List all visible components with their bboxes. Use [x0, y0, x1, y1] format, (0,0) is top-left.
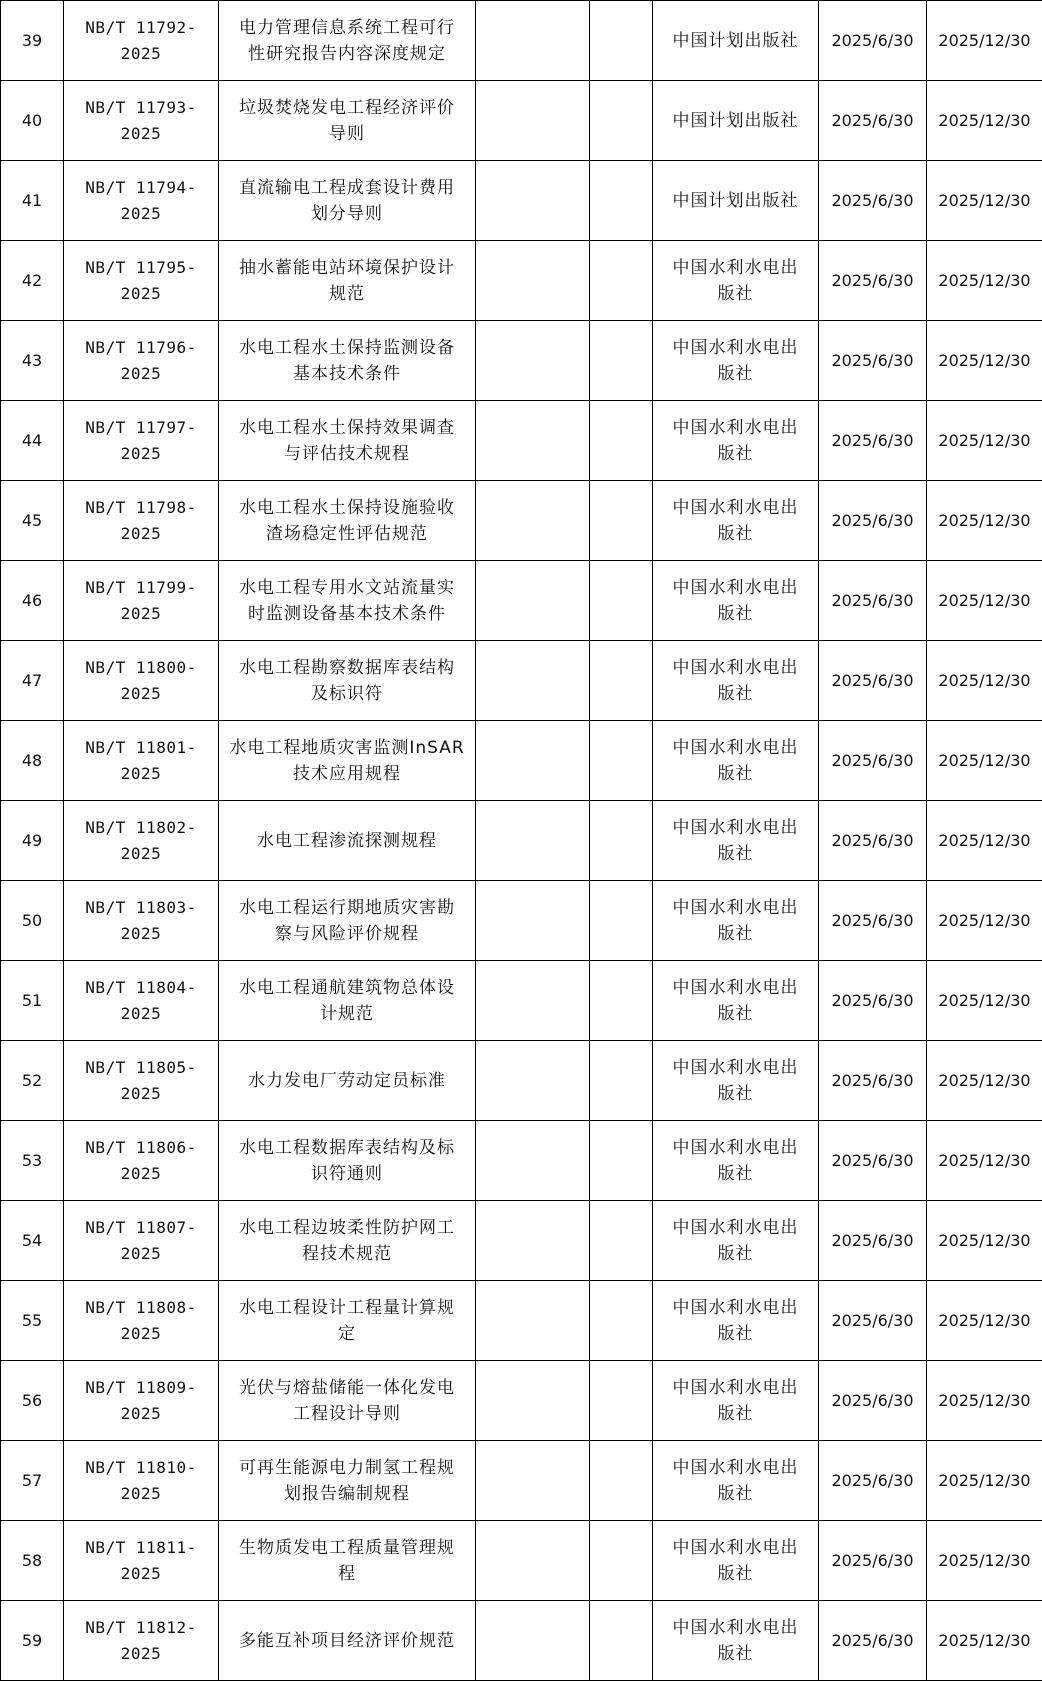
standard-code: NB/T 11808- 2025: [64, 1281, 219, 1361]
row-number: 39: [1, 1, 64, 81]
publisher: 中国水利水电出 版社: [653, 881, 819, 961]
standard-name: 水电工程勘察数据库表结构 及标识符: [219, 641, 476, 721]
release-date: 2025/6/30: [819, 881, 927, 961]
publisher: 中国水利水电出 版社: [653, 801, 819, 881]
effective-date: 2025/12/30: [927, 1121, 1042, 1201]
blank-cell-1: [476, 401, 590, 481]
row-number: 44: [1, 401, 64, 481]
effective-date: 2025/12/30: [927, 961, 1042, 1041]
blank-cell-1: [476, 241, 590, 321]
standard-code: NB/T 11802- 2025: [64, 801, 219, 881]
row-number: 57: [1, 1441, 64, 1521]
standard-name: 生物质发电工程质量管理规 程: [219, 1521, 476, 1601]
table-body: [1, 1, 1042, 1681]
effective-date: 2025/12/30: [927, 321, 1042, 401]
effective-date: 2025/12/30: [927, 1201, 1042, 1281]
row-number: 51: [1, 961, 64, 1041]
blank-cell-1: [476, 1521, 590, 1601]
blank-cell-1: [476, 961, 590, 1041]
blank-cell-1: [476, 1601, 590, 1681]
blank-cell-2: [590, 1521, 653, 1601]
standard-code: NB/T 11801- 2025: [64, 721, 219, 801]
standard-code: NB/T 11809- 2025: [64, 1361, 219, 1441]
publisher: 中国水利水电出 版社: [653, 1521, 819, 1601]
blank-cell-2: [590, 721, 653, 801]
blank-cell-2: [590, 241, 653, 321]
effective-date: 2025/12/30: [927, 1281, 1042, 1361]
standard-code: NB/T 11810- 2025: [64, 1441, 219, 1521]
effective-date: 2025/12/30: [927, 1521, 1042, 1601]
table-row: [1, 241, 1042, 321]
table-row: [1, 81, 1042, 161]
release-date: 2025/6/30: [819, 1281, 927, 1361]
table-row: [1, 561, 1042, 641]
table-row: [1, 481, 1042, 561]
blank-cell-1: [476, 801, 590, 881]
blank-cell-2: [590, 321, 653, 401]
release-date: 2025/6/30: [819, 321, 927, 401]
row-number: 47: [1, 641, 64, 721]
standard-code: NB/T 11811- 2025: [64, 1521, 219, 1601]
release-date: 2025/6/30: [819, 1121, 927, 1201]
row-number: 42: [1, 241, 64, 321]
blank-cell-1: [476, 561, 590, 641]
standard-code: NB/T 11792- 2025: [64, 1, 219, 81]
table-row: [1, 1121, 1042, 1201]
standard-code: NB/T 11803- 2025: [64, 881, 219, 961]
row-number: 49: [1, 801, 64, 881]
standard-code: NB/T 11800- 2025: [64, 641, 219, 721]
effective-date: 2025/12/30: [927, 81, 1042, 161]
row-number: 53: [1, 1121, 64, 1201]
standard-name: 电力管理信息系统工程可行 性研究报告内容深度规定: [219, 1, 476, 81]
blank-cell-2: [590, 881, 653, 961]
release-date: 2025/6/30: [819, 1041, 927, 1121]
row-number: 40: [1, 81, 64, 161]
standard-name: 抽水蓄能电站环境保护设计 规范: [219, 241, 476, 321]
release-date: 2025/6/30: [819, 1521, 927, 1601]
release-date: 2025/6/30: [819, 1201, 927, 1281]
table-row: [1, 1041, 1042, 1121]
standard-name: 水电工程数据库表结构及标 识符通则: [219, 1121, 476, 1201]
release-date: 2025/6/30: [819, 801, 927, 881]
row-number: 55: [1, 1281, 64, 1361]
standard-name: 光伏与熔盐储能一体化发电 工程设计导则: [219, 1361, 476, 1441]
row-number: 43: [1, 321, 64, 401]
blank-cell-2: [590, 1601, 653, 1681]
blank-cell-1: [476, 1121, 590, 1201]
standard-name: 水电工程运行期地质灾害勘 察与风险评价规程: [219, 881, 476, 961]
release-date: 2025/6/30: [819, 721, 927, 801]
row-number: 59: [1, 1601, 64, 1681]
standard-name: 水电工程通航建筑物总体设 计规范: [219, 961, 476, 1041]
publisher: 中国水利水电出 版社: [653, 401, 819, 481]
table-row: [1, 641, 1042, 721]
effective-date: 2025/12/30: [927, 801, 1042, 881]
blank-cell-2: [590, 801, 653, 881]
publisher: 中国水利水电出 版社: [653, 561, 819, 641]
effective-date: 2025/12/30: [927, 401, 1042, 481]
publisher: 中国水利水电出 版社: [653, 1121, 819, 1201]
publisher: 中国水利水电出 版社: [653, 1601, 819, 1681]
blank-cell-2: [590, 1201, 653, 1281]
effective-date: 2025/12/30: [927, 161, 1042, 241]
release-date: 2025/6/30: [819, 1441, 927, 1521]
row-number: 41: [1, 161, 64, 241]
table-row: [1, 401, 1042, 481]
standard-code: NB/T 11812- 2025: [64, 1601, 219, 1681]
blank-cell-2: [590, 1361, 653, 1441]
blank-cell-1: [476, 1, 590, 81]
standard-name: 水电工程地质灾害监测InSAR 技术应用规程: [219, 721, 476, 801]
standard-code: NB/T 11805- 2025: [64, 1041, 219, 1121]
table-row: [1, 961, 1042, 1041]
publisher: 中国水利水电出 版社: [653, 1441, 819, 1521]
blank-cell-2: [590, 1, 653, 81]
effective-date: 2025/12/30: [927, 241, 1042, 321]
release-date: 2025/6/30: [819, 561, 927, 641]
blank-cell-2: [590, 1441, 653, 1521]
publisher: 中国水利水电出 版社: [653, 641, 819, 721]
release-date: 2025/6/30: [819, 641, 927, 721]
row-number: 46: [1, 561, 64, 641]
standard-code: NB/T 11806- 2025: [64, 1121, 219, 1201]
standard-code: NB/T 11798- 2025: [64, 481, 219, 561]
release-date: 2025/6/30: [819, 1, 927, 81]
table-row: [1, 1, 1042, 81]
publisher: 中国水利水电出 版社: [653, 721, 819, 801]
blank-cell-2: [590, 961, 653, 1041]
effective-date: 2025/12/30: [927, 561, 1042, 641]
row-number: 52: [1, 1041, 64, 1121]
blank-cell-1: [476, 81, 590, 161]
publisher: 中国水利水电出 版社: [653, 1201, 819, 1281]
table-row: [1, 161, 1042, 241]
release-date: 2025/6/30: [819, 241, 927, 321]
standard-code: NB/T 11804- 2025: [64, 961, 219, 1041]
effective-date: 2025/12/30: [927, 1441, 1042, 1521]
standard-code: NB/T 11797- 2025: [64, 401, 219, 481]
standard-name: 水电工程水土保持效果调查 与评估技术规程: [219, 401, 476, 481]
standard-name: 水力发电厂劳动定员标准: [219, 1041, 476, 1121]
row-number: 58: [1, 1521, 64, 1601]
publisher: 中国水利水电出 版社: [653, 241, 819, 321]
release-date: 2025/6/30: [819, 1601, 927, 1681]
blank-cell-1: [476, 881, 590, 961]
blank-cell-2: [590, 161, 653, 241]
table-row: [1, 1521, 1042, 1601]
effective-date: 2025/12/30: [927, 1041, 1042, 1121]
blank-cell-1: [476, 1201, 590, 1281]
effective-date: 2025/12/30: [927, 1601, 1042, 1681]
table-row: [1, 721, 1042, 801]
blank-cell-2: [590, 561, 653, 641]
standard-code: NB/T 11807- 2025: [64, 1201, 219, 1281]
release-date: 2025/6/30: [819, 401, 927, 481]
row-number: 48: [1, 721, 64, 801]
table-row: [1, 801, 1042, 881]
release-date: 2025/6/30: [819, 81, 927, 161]
publisher: 中国水利水电出 版社: [653, 321, 819, 401]
standard-name: 水电工程专用水文站流量实 时监测设备基本技术条件: [219, 561, 476, 641]
standard-name: 水电工程水土保持监测设备 基本技术条件: [219, 321, 476, 401]
standard-name: 水电工程渗流探测规程: [219, 801, 476, 881]
publisher: 中国计划出版社: [653, 161, 819, 241]
blank-cell-1: [476, 1281, 590, 1361]
publisher: 中国水利水电出 版社: [653, 1361, 819, 1441]
release-date: 2025/6/30: [819, 1361, 927, 1441]
release-date: 2025/6/30: [819, 961, 927, 1041]
publisher: 中国水利水电出 版社: [653, 481, 819, 561]
standard-code: NB/T 11793- 2025: [64, 81, 219, 161]
standard-name: 直流输电工程成套设计费用 划分导则: [219, 161, 476, 241]
release-date: 2025/6/30: [819, 161, 927, 241]
blank-cell-1: [476, 1041, 590, 1121]
table-row: [1, 1601, 1042, 1681]
publisher: 中国水利水电出 版社: [653, 1281, 819, 1361]
effective-date: 2025/12/30: [927, 1361, 1042, 1441]
effective-date: 2025/12/30: [927, 721, 1042, 801]
blank-cell-1: [476, 721, 590, 801]
blank-cell-1: [476, 1441, 590, 1521]
row-number: 56: [1, 1361, 64, 1441]
blank-cell-2: [590, 641, 653, 721]
table-row: [1, 1441, 1042, 1521]
table-row: [1, 881, 1042, 961]
table-row: [1, 321, 1042, 401]
standard-code: NB/T 11795- 2025: [64, 241, 219, 321]
table-row: [1, 1361, 1042, 1441]
blank-cell-1: [476, 481, 590, 561]
row-number: 54: [1, 1201, 64, 1281]
standard-name: 水电工程边坡柔性防护网工 程技术规范: [219, 1201, 476, 1281]
publisher: 中国计划出版社: [653, 81, 819, 161]
publisher: 中国水利水电出 版社: [653, 1041, 819, 1121]
blank-cell-2: [590, 81, 653, 161]
standard-name: 多能互补项目经济评价规范: [219, 1601, 476, 1681]
blank-cell-2: [590, 1041, 653, 1121]
table-row: [1, 1281, 1042, 1361]
row-number: 45: [1, 481, 64, 561]
publisher: 中国计划出版社: [653, 1, 819, 81]
standard-name: 可再生能源电力制氢工程规 划报告编制规程: [219, 1441, 476, 1521]
blank-cell-2: [590, 481, 653, 561]
standard-code: NB/T 11796- 2025: [64, 321, 219, 401]
standard-name: 水电工程设计工程量计算规 定: [219, 1281, 476, 1361]
release-date: 2025/6/30: [819, 481, 927, 561]
effective-date: 2025/12/30: [927, 881, 1042, 961]
table-row: [1, 1201, 1042, 1281]
blank-cell-2: [590, 1281, 653, 1361]
blank-cell-2: [590, 1121, 653, 1201]
blank-cell-1: [476, 321, 590, 401]
blank-cell-1: [476, 641, 590, 721]
standard-code: NB/T 11794- 2025: [64, 161, 219, 241]
blank-cell-1: [476, 161, 590, 241]
effective-date: 2025/12/30: [927, 641, 1042, 721]
standard-name: 垃圾焚烧发电工程经济评价 导则: [219, 81, 476, 161]
blank-cell-2: [590, 401, 653, 481]
standard-name: 水电工程水土保持设施验收 渣场稳定性评估规范: [219, 481, 476, 561]
effective-date: 2025/12/30: [927, 1, 1042, 81]
blank-cell-1: [476, 1361, 590, 1441]
row-number: 50: [1, 881, 64, 961]
standard-code: NB/T 11799- 2025: [64, 561, 219, 641]
effective-date: 2025/12/30: [927, 481, 1042, 561]
publisher: 中国水利水电出 版社: [653, 961, 819, 1041]
